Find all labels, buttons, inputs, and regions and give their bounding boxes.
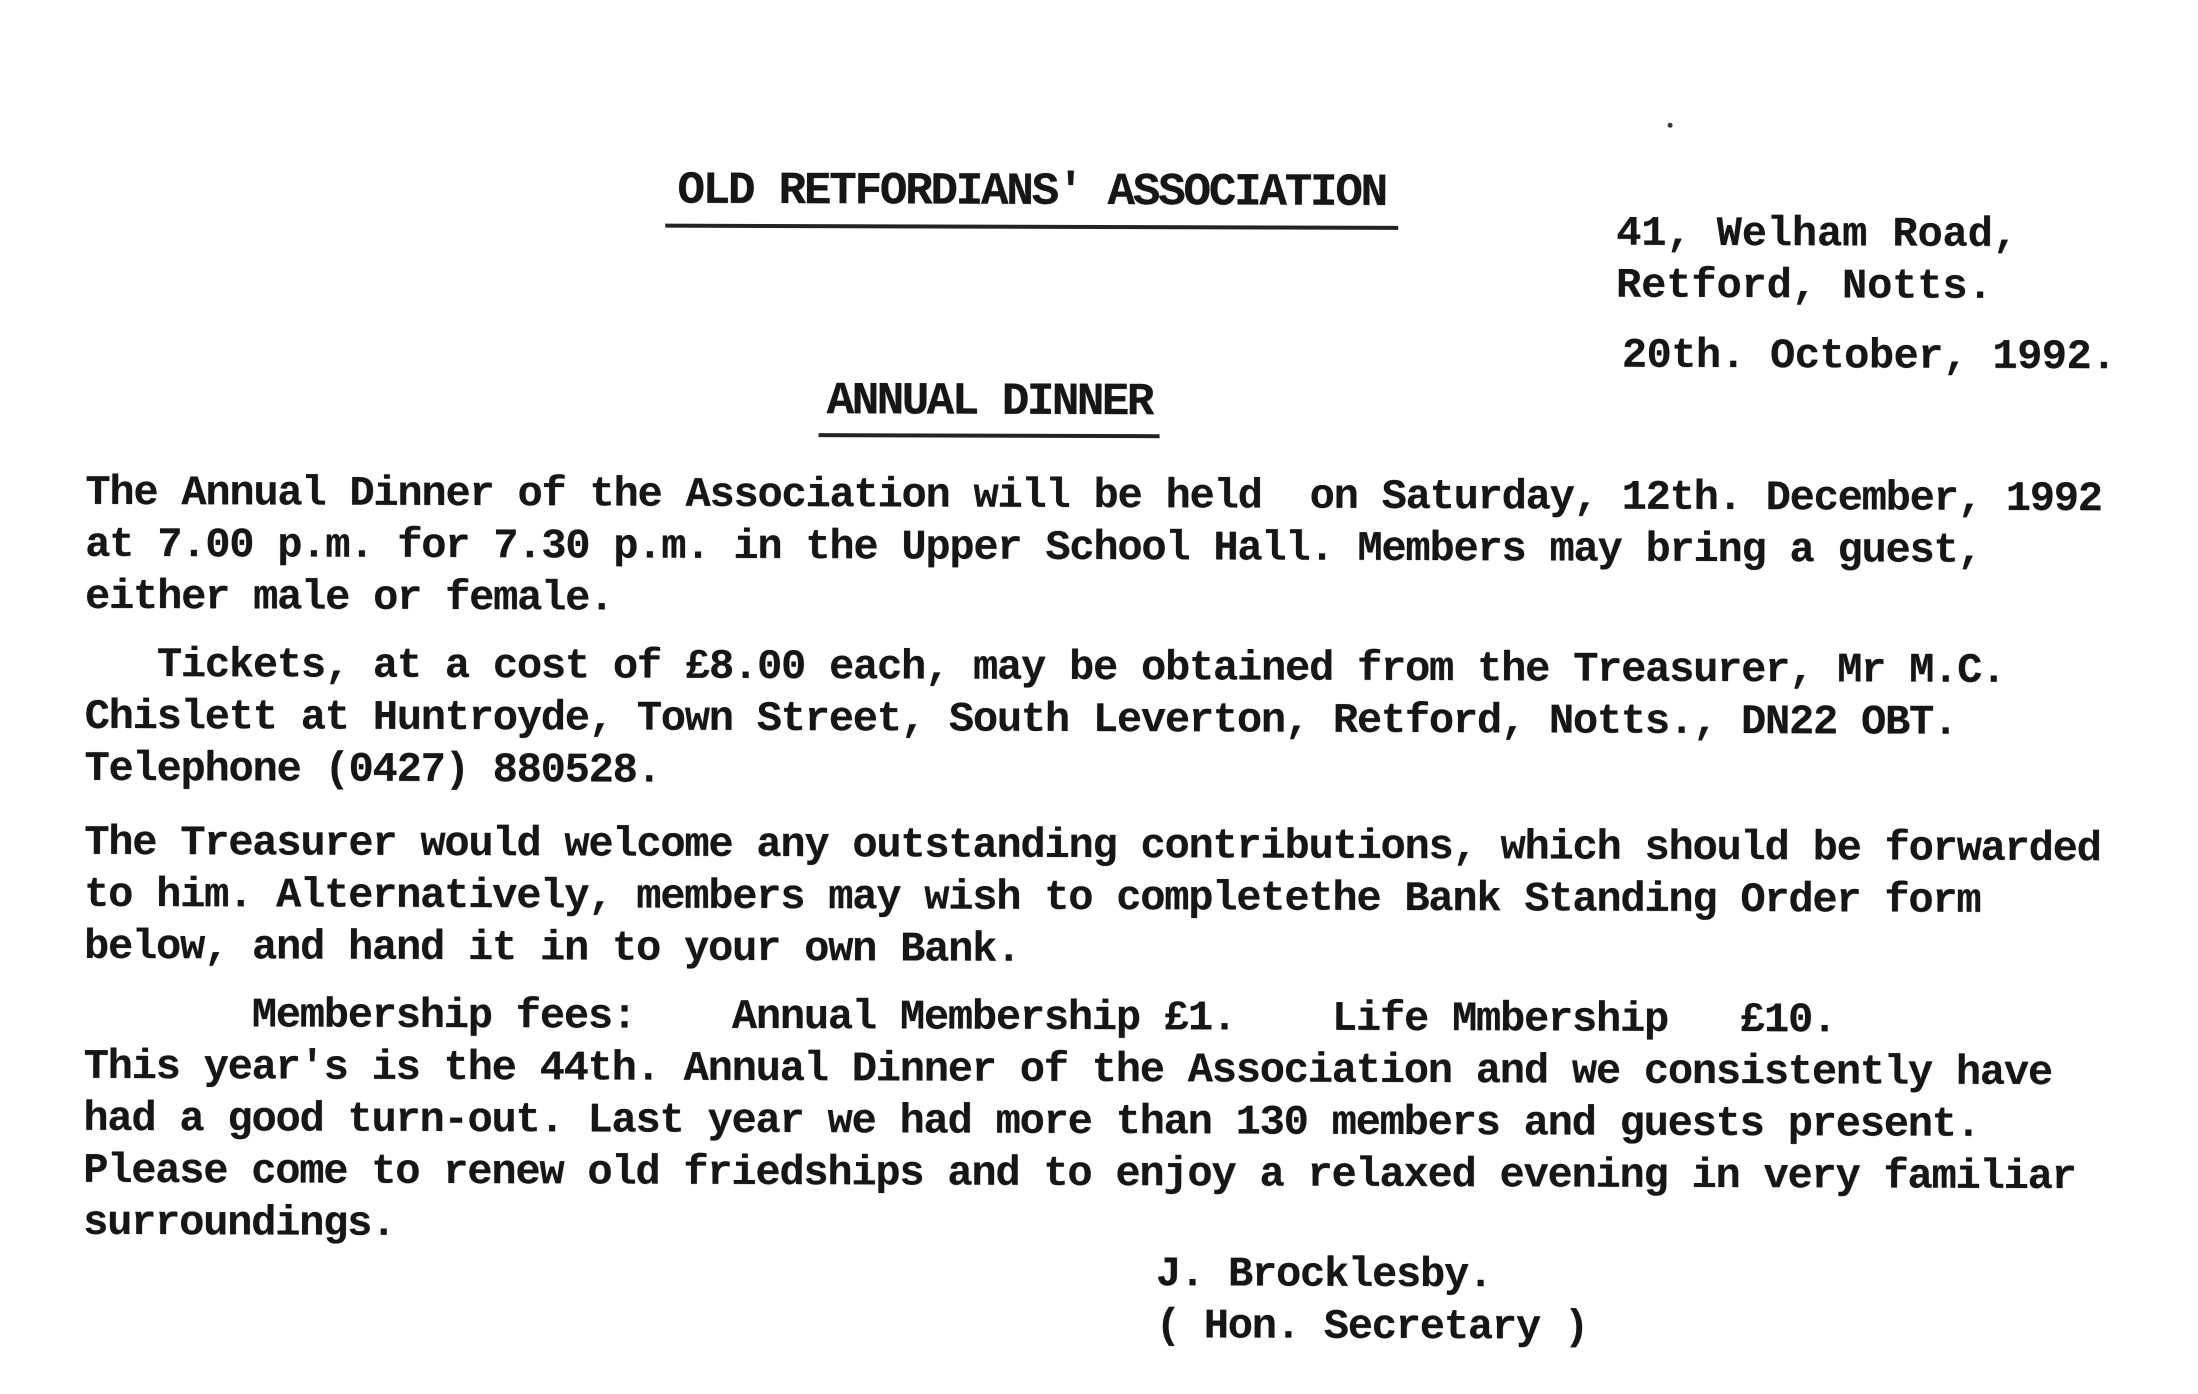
paragraph-membership — [83, 989, 2076, 1255]
paragraph-line: Please come to renew old friedships and to enjoy a relaxed evening in very familiar — [83, 1146, 2076, 1202]
address-block — [1616, 208, 2018, 313]
organization-title: OLD RETFORDIANS' ASSOCIATION — [665, 165, 1398, 230]
address-line-town: Retford, Notts. — [1615, 261, 1993, 311]
paragraph-line: Membership fees: Annual Membership £1. Life Mmbership £10. — [83, 990, 1837, 1045]
paragraph-line: Tickets, at a cost of £8.00 each, may be obtained from the Treasurer, Mr M.C. — [84, 640, 2006, 695]
paragraph-treasurer — [84, 817, 2101, 979]
paragraph-line: at 7.00 p.m. for 7.30 p.m. in the Upper School Hall. Members may bring a guest, — [85, 520, 1982, 575]
paragraph-line: Telephone (0427) 880528. — [84, 744, 661, 795]
paragraph-line: The Treasurer would welcome any outstanding contributions, which should be forwarded — [84, 818, 2101, 874]
paragraph-line: Chislett at Huntroyde, Town Street, South Leverton, Retford, Notts., DN22 OBT. — [84, 692, 1958, 747]
paragraph-line: The Annual Dinner of the Association will be held on Saturday, 12th. December, 1992 — [85, 468, 2102, 524]
paragraph-line: below, and hand it in to your own Bank. — [83, 922, 1021, 974]
paragraph-line: to him. Alternatively, members may wish to completethe Bank Standing Order form — [84, 870, 1981, 925]
signature-block — [1156, 1248, 1588, 1353]
signature-name: J. Brocklesby. — [1155, 1250, 1493, 1300]
paragraph-line: This year's is the 44th. Annual Dinner of the Association and we consistently have — [83, 1042, 2053, 1097]
paragraph-line: surroundings. — [83, 1198, 396, 1248]
scan-speck-artifact — [1668, 123, 1673, 128]
letter-heading: ANNUAL DINNER — [819, 375, 1160, 438]
address-line-street: 41, Welham Road, — [1616, 209, 2018, 259]
paragraph-dinner-announcement — [85, 467, 2102, 629]
paragraph-line: either male or female. — [85, 572, 614, 623]
paragraph-tickets — [84, 639, 2005, 801]
paragraph-line: had a good turn-out. Last year we had more than 130 members and guests present. — [83, 1094, 1980, 1149]
letter-date: 20th. October, 1992. — [1621, 331, 2117, 382]
signature-role: ( Hon. Secretary ) — [1155, 1302, 1588, 1352]
